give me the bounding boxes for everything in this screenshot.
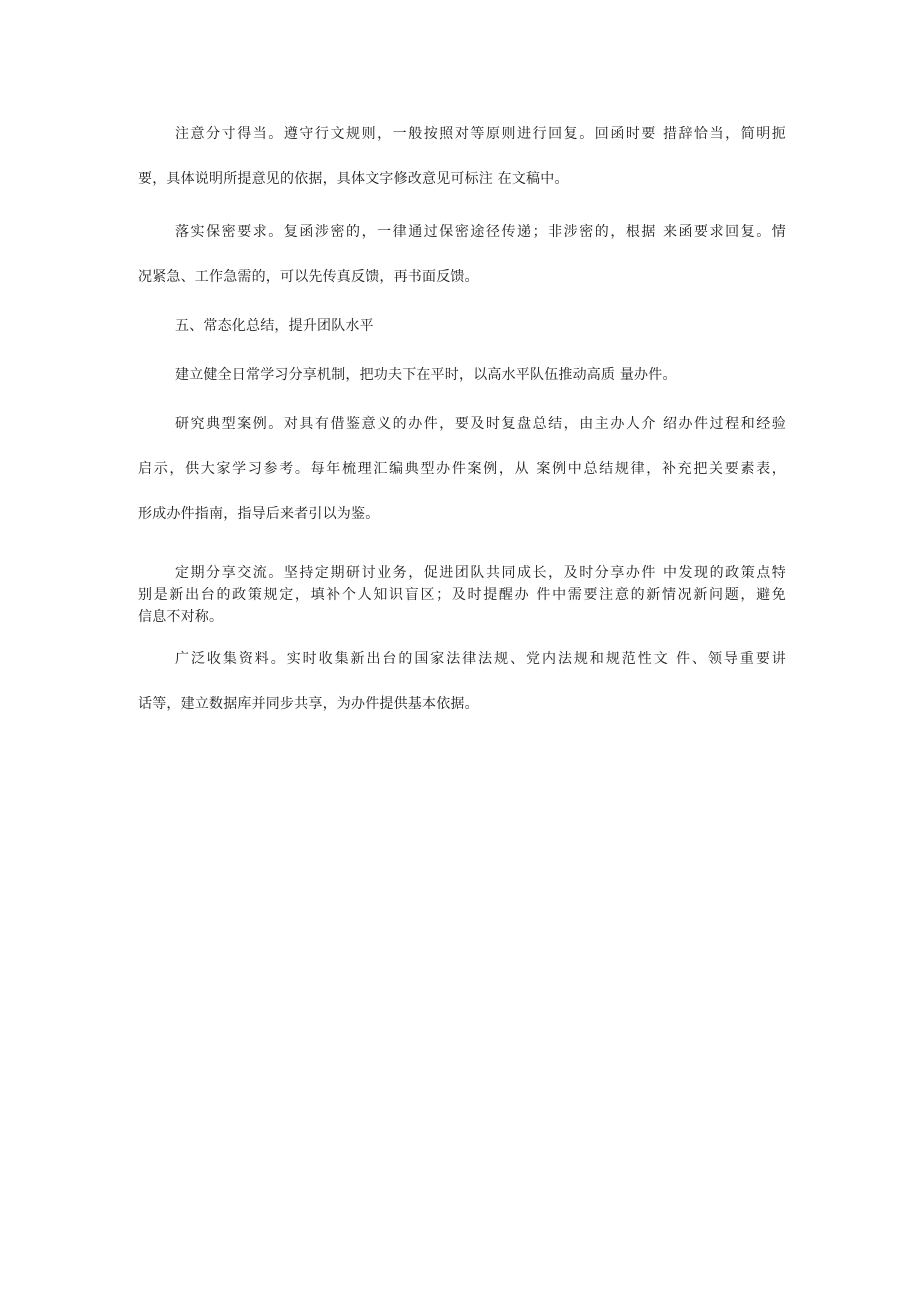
paragraph-line: 注意分寸得当。遵守行文规则，一般按照对等原则进行回复。回函时要 措辞恰当，简明扼 xyxy=(175,126,786,142)
paragraph-line: 况紧急、工作急需的，可以先传真反馈，再书面反馈。 xyxy=(138,269,479,285)
paragraph-collect-materials xyxy=(138,637,786,727)
paragraph-line: 话等，建立数据库并同步共享，为办件提供基本依据。 xyxy=(138,696,479,712)
paragraph-confidentiality xyxy=(138,210,786,300)
paragraph-line: 落实保密要求。复函涉密的，一律通过保密途径传递；非涉密的，根据 来函要求回复。情 xyxy=(175,224,786,240)
section-heading xyxy=(138,304,786,349)
paragraph-learning-mechanism xyxy=(138,353,786,398)
paragraph-reply-tone xyxy=(138,112,786,202)
paragraph-line: 研究典型案例。对具有借鉴意义的办件，要及时复盘总结，由主办人介 绍办件过程和经验 xyxy=(175,416,786,432)
paragraph-line: 建立健全日常学习分享机制，把功夫下在平时，以高水平队伍推动高质 量办件。 xyxy=(175,367,677,383)
paragraph-line: 启示，供大家学习参考。每年梳理汇编典型办件案例，从 案例中总结规律，补充把关要素表， xyxy=(138,461,786,477)
paragraph-line: 别是新出台的政策规定，填补个人知识盲区；及时提醒办 件中需要注意的新情况新问题，避免 xyxy=(138,587,786,603)
paragraph-line: 信息不对称。 xyxy=(138,609,224,625)
paragraph-line: 广泛收集资料。实时收集新出台的国家法律法规、党内法规和规范性文 件、领导重要讲 xyxy=(175,651,786,667)
paragraph-line: 形成办件指南，指导后来者引以为鉴。 xyxy=(138,506,380,522)
section-heading-text: 五、常态化总结，提升团队水平 xyxy=(175,318,374,334)
paragraph-line: 要，具体说明所提意见的依据，具体文字修改意见可标注 在文稿中。 xyxy=(138,171,569,187)
paragraph-line: 定期分享交流。坚持定期研讨业务，促进团队共同成长，及时分享办件 中发现的政策点特 xyxy=(175,565,786,581)
paragraph-typical-cases xyxy=(138,402,786,537)
paragraph-regular-sharing xyxy=(138,562,786,628)
